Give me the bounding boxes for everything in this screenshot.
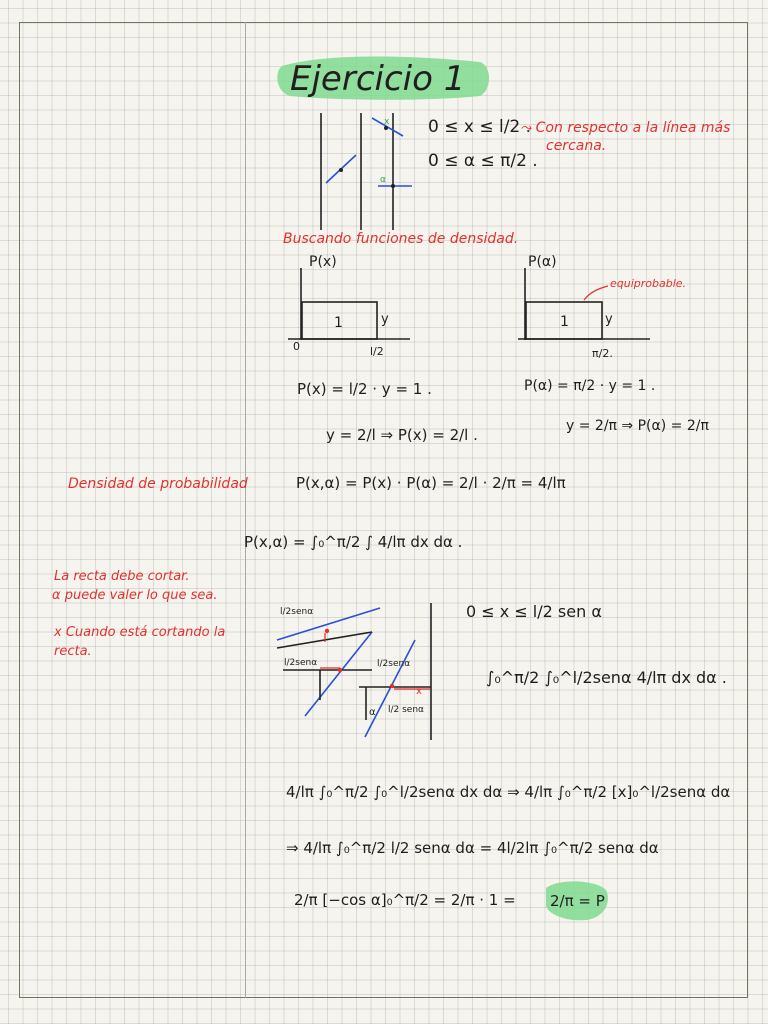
density-heading: Buscando funciones de densidad. — [283, 231, 519, 247]
joint-density-label: Densidad de probabilidad — [68, 476, 248, 492]
sketch-label-1: l/2senα — [280, 607, 314, 617]
note-cut-1: La recta debe cortar. — [54, 569, 190, 584]
note-cut-2: α puede valer lo que sea. — [52, 588, 218, 603]
note-when-2: recta. — [54, 644, 92, 659]
integral-bounds: ∫₀^π/2 ∫₀^l/2senα 4/lπ dx dα . — [486, 668, 727, 687]
plot-px-origin: 0 — [293, 340, 300, 353]
plot-palpha-side-label: y — [605, 312, 613, 327]
page-title: Ejercicio 1 — [290, 59, 466, 99]
eq-pa-2: y = 2/π ⇒ P(α) = 2/π — [566, 418, 709, 434]
joint-density-eq: P(x,α) = P(x) · P(α) = 2/l · 2/π = 4/lπ — [296, 474, 566, 492]
sketch-label-4: l/2 senα — [388, 705, 424, 715]
svg-text:x: x — [384, 117, 390, 127]
plot-palpha-ylabel: P(α) — [528, 254, 557, 270]
plot-px-tick: l/2 — [370, 345, 384, 358]
condition-alpha: 0 ≤ α ≤ π/2 . — [428, 151, 538, 171]
plot-px-side-label: y — [381, 312, 389, 327]
sketch-label-3: l/2senα — [377, 659, 411, 669]
step-2: ⇒ 4/lπ ∫₀^π/2 l/2 senα dα = 4l/2lπ ∫₀^π/2 senα dα — [286, 839, 659, 857]
plot-palpha-annotation: equiprobable. — [610, 277, 687, 290]
plot-palpha-box-label: 1 — [560, 314, 569, 330]
plot-px-box-label: 1 — [334, 315, 343, 331]
plot-px-ylabel: P(x) — [309, 254, 337, 270]
eq-pa-1: P(α) = π/2 · y = 1 . — [524, 378, 656, 394]
plot-palpha-tick: π/2. — [592, 347, 613, 360]
eq-px-1: P(x) = l/2 · y = 1 . — [297, 380, 432, 398]
note-nearest-line-2: cercana. — [546, 138, 607, 154]
note-when-1: x Cuando está cortando la — [54, 625, 226, 640]
step-3: 2/π [−cos α]₀^π/2 = 2/π · 1 = — [294, 891, 516, 909]
needle-sketch — [321, 113, 412, 230]
condition-x: 0 ≤ x ≤ l/2 . — [428, 117, 532, 137]
cutting-sketch — [277, 603, 431, 740]
step-1: 4/lπ ∫₀^π/2 ∫₀^l/2senα dx dα ⇒ 4/lπ ∫₀^π/2 [x]₀^l/2senα dα — [286, 783, 731, 801]
joint-integral: P(x,α) = ∫₀^π/2 ∫ 4/lπ dx dα . — [244, 533, 463, 551]
sketch-alpha: α — [369, 707, 376, 718]
svg-text:α: α — [380, 175, 386, 185]
plot-palpha — [518, 254, 686, 360]
sketch-label-2: l/2senα — [284, 658, 318, 668]
sketch-x: x — [416, 686, 422, 697]
eq-px-2: y = 2/l ⇒ P(x) = 2/l . — [326, 426, 478, 444]
note-nearest-line-1: ⤳ Con respecto a la línea más — [520, 120, 731, 136]
plot-px — [288, 254, 410, 358]
final-result: 2/π = P — [550, 892, 605, 910]
condition-x-sin: 0 ≤ x ≤ l/2 sen α — [466, 602, 602, 621]
